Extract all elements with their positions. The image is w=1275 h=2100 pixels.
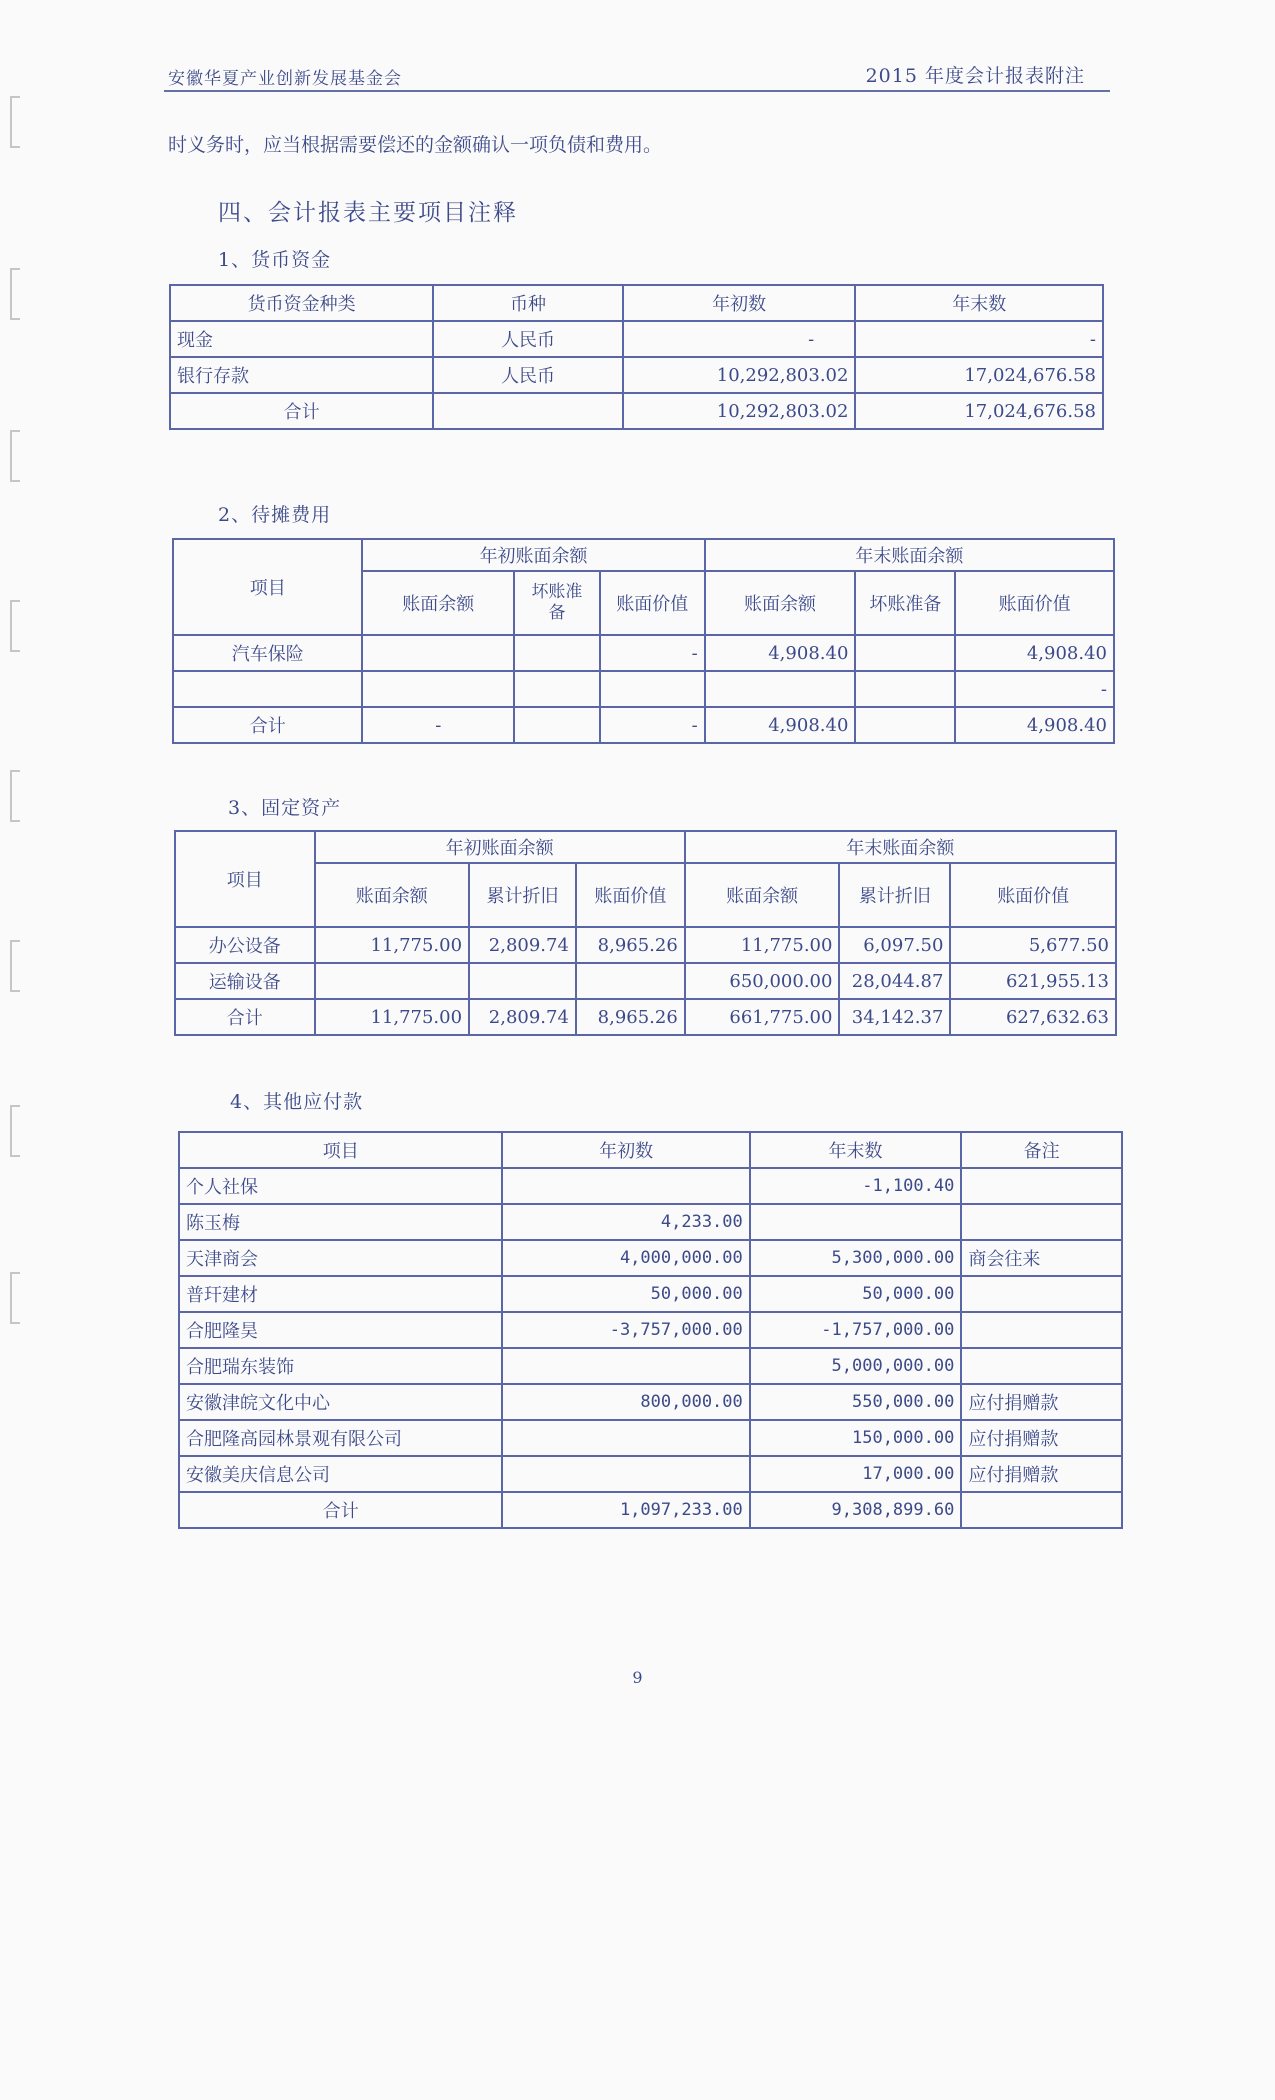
table-cell: 4,000,000.00 [502, 1240, 749, 1276]
table-cell [961, 1492, 1122, 1528]
table-cell: 普玕建材 [179, 1276, 502, 1312]
table-row [179, 1420, 1122, 1456]
table-cell: 安徽美庆信息公司 [179, 1456, 502, 1492]
table-cell: 150,000.00 [750, 1420, 962, 1456]
table-row [170, 321, 1103, 357]
table-cell: 办公设备 [175, 927, 315, 963]
table-cell: 2,809.74 [469, 999, 576, 1035]
table-row [173, 671, 1114, 707]
table-cell: - [362, 707, 514, 743]
table-header-cell: 年初数 [502, 1132, 749, 1168]
table-header-row [175, 863, 1116, 927]
table-cell: 人民币 [433, 321, 622, 357]
table-cell [514, 671, 600, 707]
table-cell: 17,024,676.58 [855, 357, 1103, 393]
table-cell: 陈玉梅 [179, 1204, 502, 1240]
table-cell: 应付捐赠款 [961, 1384, 1122, 1420]
table-header-cell: 坏账准备 [514, 571, 600, 635]
table-cell: - [600, 707, 705, 743]
table-cell: - [623, 321, 856, 357]
table-cell [855, 635, 955, 671]
table-header-cell: 累计折旧 [469, 863, 576, 927]
table-cell [855, 671, 955, 707]
table-cell: 550,000.00 [750, 1384, 962, 1420]
table-row [179, 1312, 1122, 1348]
table-cell: 34,142.37 [839, 999, 950, 1035]
table-header-cell: 账面余额 [685, 863, 840, 927]
table-cell [502, 1348, 749, 1384]
table-header-row [175, 831, 1116, 863]
intro-paragraph: 时义务时，应当根据需要偿还的金额确认一项负债和费用。 [168, 134, 663, 156]
table-cell [961, 1276, 1122, 1312]
table-cell [362, 671, 514, 707]
table-cell: 商会往来 [961, 1240, 1122, 1276]
table-cell [961, 1348, 1122, 1384]
binder-mark [10, 770, 20, 822]
table-cell: 621,955.13 [950, 963, 1116, 999]
table-cell: 4,908.40 [705, 707, 856, 743]
table-cell: 4,233.00 [502, 1204, 749, 1240]
table-row [175, 963, 1116, 999]
table-cell: 银行存款 [170, 357, 433, 393]
table-group-header: 年初账面余额 [362, 539, 704, 571]
table-cell [961, 1168, 1122, 1204]
table-header-cell: 账面余额 [315, 863, 470, 927]
table-cell [514, 707, 600, 743]
table-header-cell: 账面余额 [362, 571, 514, 635]
table-cell: 10,292,803.02 [623, 393, 856, 429]
table-cell: 9,308,899.60 [750, 1492, 962, 1528]
table-cell: 50,000.00 [502, 1276, 749, 1312]
table-cell: 合计 [175, 999, 315, 1035]
table-cell: 661,775.00 [685, 999, 840, 1035]
header-report-title: 2015 年度会计报表附注 [865, 65, 1085, 87]
table-row [179, 1276, 1122, 1312]
table-cell: 6,097.50 [839, 927, 950, 963]
table-header-cell: 年末数 [750, 1132, 962, 1168]
table-cell: 个人社保 [179, 1168, 502, 1204]
binder-mark [10, 430, 20, 482]
table-header-cell: 项目 [179, 1132, 502, 1168]
table-cell [502, 1168, 749, 1204]
table-cell: 合肥瑞东装饰 [179, 1348, 502, 1384]
binder-mark [10, 96, 20, 148]
table-cell: -1,757,000.00 [750, 1312, 962, 1348]
table-cell: 11,775.00 [685, 927, 840, 963]
table-cell: 2,809.74 [469, 927, 576, 963]
table-cell: 11,775.00 [315, 999, 470, 1035]
table-cell: 11,775.00 [315, 927, 470, 963]
table-header-cell: 坏账准备 [855, 571, 955, 635]
table-cell [705, 671, 856, 707]
table-cell: 800,000.00 [502, 1384, 749, 1420]
table-cell: 627,632.63 [950, 999, 1116, 1035]
table-row [179, 1492, 1122, 1528]
table-cell [855, 707, 955, 743]
binder-mark [10, 940, 20, 992]
table-row [179, 1240, 1122, 1276]
table-cell: 10,292,803.02 [623, 357, 856, 393]
table-cell [315, 963, 470, 999]
table-cell: 4,908.40 [955, 635, 1114, 671]
cash-table [169, 284, 1104, 430]
table-group-header: 年末账面余额 [685, 831, 1116, 863]
table-header-cell: 账面余额 [705, 571, 856, 635]
table-cell: - [600, 635, 705, 671]
payables-table [178, 1131, 1123, 1529]
payables-title: 4、其他应付款 [230, 1091, 364, 1113]
table-row [173, 635, 1114, 671]
table-cell: 5,677.50 [950, 927, 1116, 963]
table-cell: - [955, 671, 1114, 707]
table-header-cell: 货币资金种类 [170, 285, 433, 321]
binder-mark [10, 600, 20, 652]
table-header-row [173, 539, 1114, 571]
table-header-row [179, 1132, 1122, 1168]
table-cell: 天津商会 [179, 1240, 502, 1276]
table-header-cell: 项目 [173, 539, 362, 635]
table-row [170, 393, 1103, 429]
cash-title: 1、货币资金 [218, 249, 332, 271]
header-rule [164, 90, 1110, 92]
table-cell: 17,000.00 [750, 1456, 962, 1492]
table-group-header: 年初账面余额 [315, 831, 685, 863]
table-cell [362, 635, 514, 671]
table-header-cell: 账面价值 [955, 571, 1114, 635]
table-header-cell: 账面价值 [576, 863, 685, 927]
fixed-assets-title: 3、固定资产 [228, 797, 342, 819]
prepaid-title: 2、待摊费用 [218, 504, 332, 526]
table-cell: 人民币 [433, 357, 622, 393]
binder-mark [10, 1272, 20, 1324]
table-cell: 5,000,000.00 [750, 1348, 962, 1384]
table-header-cell: 年末数 [855, 285, 1103, 321]
table-header-cell: 年初数 [623, 285, 856, 321]
table-cell: 合计 [173, 707, 362, 743]
table-cell: - [855, 321, 1103, 357]
table-cell: 现金 [170, 321, 433, 357]
table-row [170, 357, 1103, 393]
table-cell [173, 671, 362, 707]
prepaid-table [172, 538, 1115, 744]
fixed-assets-table [174, 830, 1117, 1036]
table-row [179, 1204, 1122, 1240]
table-header-cell: 账面价值 [950, 863, 1116, 927]
table-cell: 4,908.40 [705, 635, 856, 671]
table-cell: -1,100.40 [750, 1168, 962, 1204]
table-cell: 4,908.40 [955, 707, 1114, 743]
table-cell [600, 671, 705, 707]
table-cell: 安徽津皖文化中心 [179, 1384, 502, 1420]
table-cell: 合肥隆昊 [179, 1312, 502, 1348]
binder-mark [10, 1105, 20, 1157]
table-cell: 650,000.00 [685, 963, 840, 999]
table-header-row [170, 285, 1103, 321]
table-header-cell: 币种 [433, 285, 622, 321]
table-cell: 1,097,233.00 [502, 1492, 749, 1528]
table-cell: 运输设备 [175, 963, 315, 999]
table-cell: 应付捐赠款 [961, 1420, 1122, 1456]
table-cell: 8,965.26 [576, 927, 685, 963]
table-row [175, 999, 1116, 1035]
table-cell: 50,000.00 [750, 1276, 962, 1312]
table-cell [469, 963, 576, 999]
table-row [179, 1168, 1122, 1204]
table-cell: 合肥隆高园林景观有限公司 [179, 1420, 502, 1456]
table-cell [502, 1420, 749, 1456]
section-title: 四、会计报表主要项目注释 [218, 200, 518, 226]
table-cell: 应付捐赠款 [961, 1456, 1122, 1492]
table-header-cell: 备注 [961, 1132, 1122, 1168]
table-group-header: 年末账面余额 [705, 539, 1114, 571]
table-cell [514, 635, 600, 671]
table-row [179, 1348, 1122, 1384]
table-cell [961, 1204, 1122, 1240]
header-org: 安徽华夏产业创新发展基金会 [168, 69, 402, 89]
table-cell [576, 963, 685, 999]
table-row [179, 1384, 1122, 1420]
table-cell [961, 1312, 1122, 1348]
table-cell: 8,965.26 [576, 999, 685, 1035]
table-row [173, 707, 1114, 743]
table-cell: 合计 [170, 393, 433, 429]
table-header-cell: 累计折旧 [839, 863, 950, 927]
table-cell: -3,757,000.00 [502, 1312, 749, 1348]
binder-mark [10, 268, 20, 320]
page-number: 9 [632, 1668, 643, 1687]
table-row [175, 927, 1116, 963]
table-cell [750, 1204, 962, 1240]
table-header-cell: 账面价值 [600, 571, 705, 635]
table-cell: 汽车保险 [173, 635, 362, 671]
table-cell: 28,044.87 [839, 963, 950, 999]
table-cell: 合计 [179, 1492, 502, 1528]
table-cell [502, 1456, 749, 1492]
table-row [179, 1456, 1122, 1492]
table-cell [433, 393, 622, 429]
table-header-cell: 项目 [175, 831, 315, 927]
table-cell: 17,024,676.58 [855, 393, 1103, 429]
table-cell: 5,300,000.00 [750, 1240, 962, 1276]
